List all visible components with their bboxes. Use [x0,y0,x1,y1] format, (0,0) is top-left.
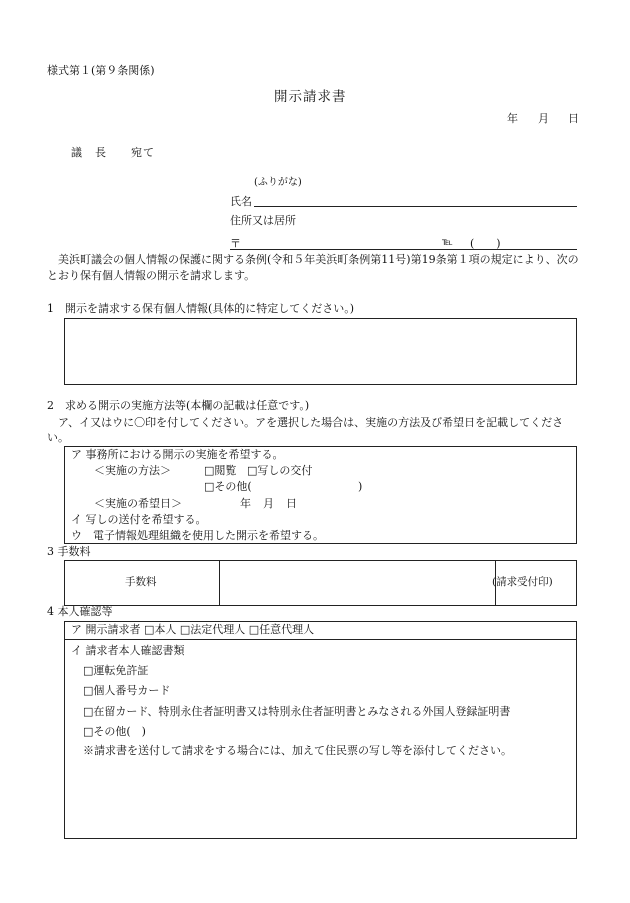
option-u-electronic[interactable]: ウ 電子情報処理組織を使用した開示を希望する。 [71,529,324,542]
doc-drivers-license[interactable]: □運転免許証 [83,664,149,677]
fee-label: 手数料 [125,576,157,588]
section3-heading: 3 手数料 [47,545,91,558]
preferred-year: 年 [240,497,251,510]
doc-my-number-card[interactable]: □個人番号カード [83,684,171,697]
section4-heading: 4 本人確認等 [47,605,113,618]
intro-text: 美浜町議会の個人情報の保護に関する条例(令和５年美浜町条例第11号)第19条第１項の規定により、次のとおり保有個人情報の開示を請求します。 [47,253,579,282]
section2-heading: 2 求める開示の実施方法等(本欄の記載は任意です。) [47,399,310,412]
method-other-checkbox[interactable]: □その他( [204,480,252,493]
receipt-cell [492,561,576,605]
tel-paren: ( ) [470,237,501,250]
form-id: 様式第１(第９条関係) [47,64,155,77]
section2-note: ア、イ又はウに〇印を付してください。アを選択した場合は、実施の方法及び希望日を記載してください。 [47,416,564,444]
name-field[interactable] [254,206,577,207]
addressee: 議 長 宛て [71,146,155,159]
name-label: 氏名 [230,195,252,208]
method-other-close: ) [358,480,363,493]
preferred-day: 日 [286,497,297,510]
identity-box [64,621,577,839]
doc-other[interactable]: □その他( ) [83,725,146,738]
receipt-stamp-label: (請求受付印) [492,576,553,588]
date-label: ＜実施の希望日＞ [94,497,182,510]
section2-box [64,446,577,544]
method-view-checkbox[interactable]: □閲覧 [204,464,237,477]
fee-table [64,560,577,606]
date-month: 月 [538,112,549,125]
page-title: 開示請求書 [274,89,347,105]
fee-label-cell [65,561,220,605]
requester-type-row[interactable]: ア 開示請求者 □本人 □法定代理人 □任意代理人 [71,623,315,636]
mail-request-note: ※請求書を送付して請求をする場合には、加えて住民票の写し等を添付してください。 [83,744,512,757]
tel-label: ℡ [442,237,453,248]
address-field[interactable] [230,249,577,250]
id-docs-heading: イ 請求者本人確認書類 [71,644,185,657]
option-a-office[interactable]: ア 事務所における開示の実施を希望する。 [71,448,284,461]
doc-residence-card[interactable]: □在留カード、特別永住者証明書又は特別永住者証明書とみなされる外国人登録証明書 [83,705,511,718]
method-label: ＜実施の方法＞ [94,464,171,477]
row-divider [65,639,576,640]
method-copy-checkbox[interactable]: □写しの交付 [247,464,313,477]
date-year: 年 [507,112,518,125]
section1-input-box[interactable] [64,318,577,385]
furigana-label: (ふりがな) [254,177,302,188]
preferred-month: 月 [263,497,274,510]
option-i-mail[interactable]: イ 写しの送付を希望する。 [71,513,207,526]
fee-value-cell[interactable] [220,561,496,605]
date-day: 日 [568,112,579,125]
section1-heading: 1 開示を請求する保有個人情報(具体的に特定してください。) [47,302,355,315]
postal-mark: 〒 [230,237,241,250]
address-label: 住所又は居所 [230,214,296,227]
